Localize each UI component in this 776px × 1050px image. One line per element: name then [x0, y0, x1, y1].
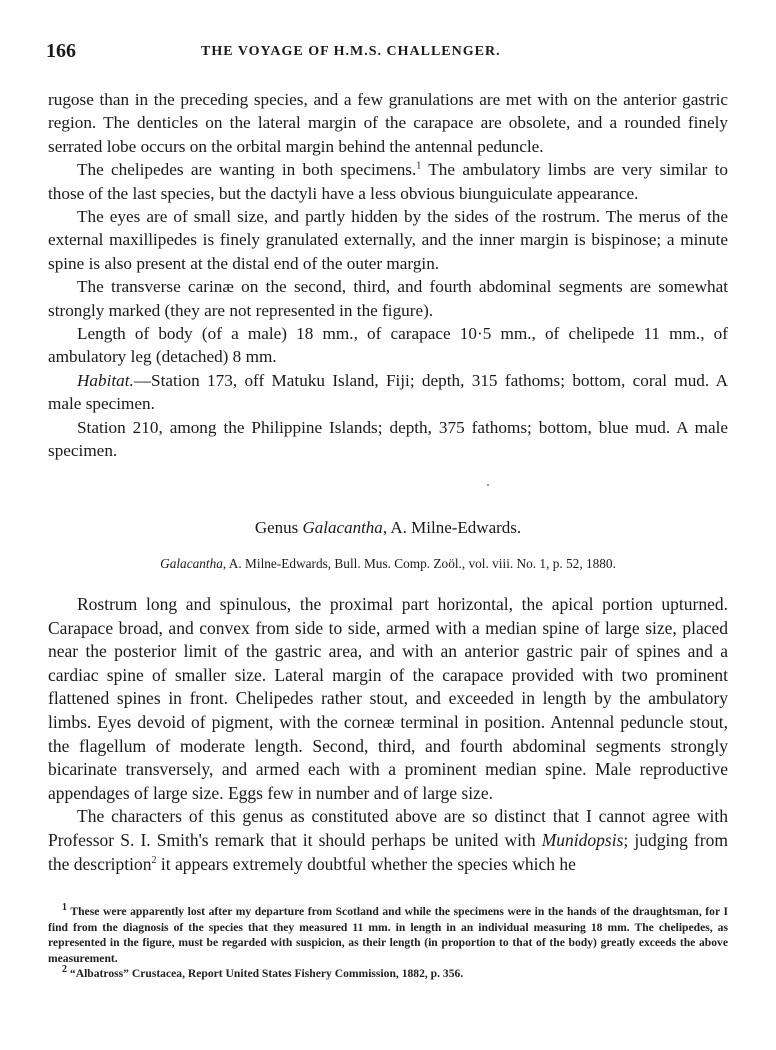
paragraph-habitat	[48, 369, 728, 416]
paragraph-length: Length of body (of a male) 18 mm., of carapace 10·5 mm., of chelipede 11 mm., of ambulatory leg (detached) 8 mm.	[48, 324, 728, 367]
print-speck	[487, 484, 489, 486]
genus-reference	[48, 556, 728, 572]
genus-prefix: Genus	[254, 518, 303, 537]
characters-text-b: ; judging from the description	[48, 829, 728, 874]
chelipedes-text-a: The chelipedes are wanting in both specimens.	[77, 160, 417, 180]
genus-ref-name: Galacantha	[160, 556, 223, 571]
genus-heading	[48, 518, 728, 538]
habitat-text: —Station 173, off Matuku Island, Fiji; depth, 315 fathoms; bottom, coral mud. A male specimen.	[48, 370, 728, 414]
footnote-2	[48, 966, 728, 982]
genus-ref-text: , A. Milne-Edwards, Bull. Mus. Comp. Zoöl., vol. viii. No. 1, p. 52, 1880.	[222, 556, 616, 571]
page-header	[46, 40, 736, 68]
genus-description	[48, 593, 728, 876]
munidopsis-name: Munidopsis	[541, 829, 624, 850]
footnote-1-marker: 1	[62, 902, 67, 914]
paragraph-characters	[48, 805, 728, 876]
species-continuation	[48, 88, 728, 463]
paragraph-eyes: The eyes are of small size, and partly hidden by the sides of the rostrum. The merus of the external maxillipedes is finely granulated externally, and the inner margin is bispinose; a minute spine is also present at the distal end of the outer margin.	[48, 207, 728, 273]
page-number: 166	[46, 40, 76, 62]
running-title: THE VOYAGE OF H.M.S. CHALLENGER.	[201, 44, 501, 59]
paragraph-carapace: rugose than in the preceding species, and a few granulations are met with on the anterior gastric region. The denticles on the lateral margin of the carapace are obsolete, and a rounded finely serrated lobe occurs on the orbital margin behind the antennal peduncle.	[48, 90, 728, 156]
footnote-2-marker: 2	[62, 964, 67, 976]
habitat-label: Habitat.	[77, 370, 134, 390]
footnote-ref-1[interactable]: 1	[416, 160, 422, 172]
paragraph-station-210: Station 210, among the Philippine Islands; depth, 375 fathoms; bottom, blue mud. A male specimen.	[48, 417, 728, 461]
chelipedes-text-b: The ambulatory limbs are very similar to those of the last species, but the dactyli have a less obvious biunguiculate appearance.	[48, 160, 728, 203]
footnote-1	[48, 904, 728, 966]
footnote-ref-2[interactable]: 2	[151, 854, 157, 866]
paragraph-carinae: The transverse carinæ on the second, third, and fourth abdominal segments are somewhat strongly marked (they are not represented in the figure).	[48, 277, 728, 320]
paragraph-chelipedes	[48, 158, 728, 205]
footnotes	[48, 904, 728, 982]
characters-text-c: it appears extremely doubtful whether the species which he	[156, 853, 576, 874]
characters-text-a: The characters of this genus as constituted above are so distinct that I cannot agree with Professor S. I. Smith's remark that it should perhaps be united with	[48, 806, 728, 850]
genus-suffix: , A. Milne-Edwards.	[382, 518, 522, 537]
footnote-2-text: “Albatross” Crustacea, Report United States Fishery Commission, 1882, p. 356.	[67, 967, 464, 981]
genus-name: Galacantha	[302, 518, 383, 537]
paragraph-diagnosis: Rostrum long and spinulous, the proximal part horizontal, the apical portion upturned. Carapace broad, and convex from side to side, armed with a median spine of large size, placed near the posterior limit of the gastric area, and with an anterior gastric pair of spines and a cardiac spine of smaller size. Lateral margin of the carapace provided with two prominent flattened spines in front. Chelipedes rather stout, and exceeded in length by the ambulatory limbs. Eyes devoid of pigment, with the corneæ terminal in position. Antennal peduncle stout, the flagellum of moderate length. Second, third, and fourth abdominal segments strongly bicarinate transversely, and armed each with a prominent median spine. Male reproductive appendages of large size. Eggs few in number and of large size.	[48, 594, 728, 803]
footnote-1-text: These were apparently lost after my departure from Scotland and while the specimens were in the hands of the draughtsman, for I find from the diagnosis of the species that they measured 11 mm. in length in an individual measuring 18 mm. The chelipedes, as represented in the figure, must be regarded with suspicion, as their length (in proportion to that of the body) greatly exceeds the above measurement.	[48, 905, 728, 965]
